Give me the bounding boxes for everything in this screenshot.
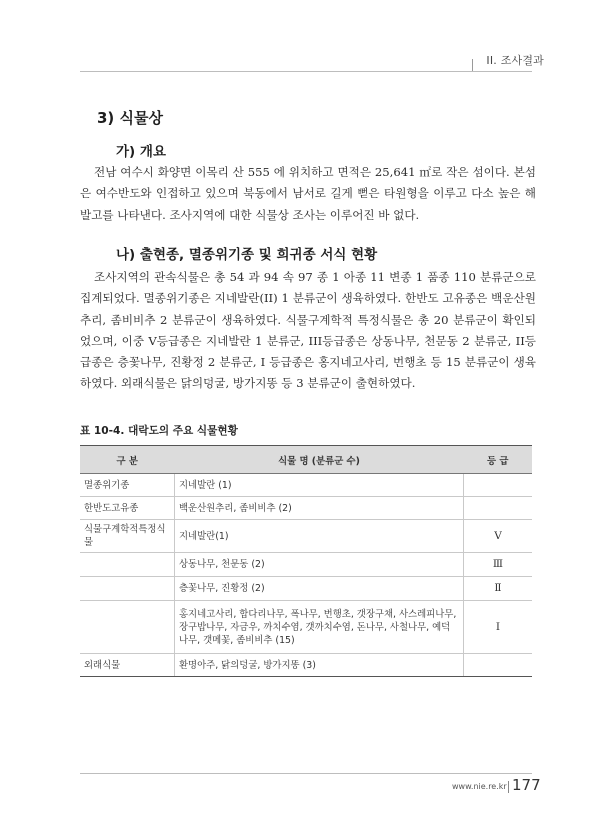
footer-separator (508, 781, 509, 793)
row-category: 식물구계학적특정식물 (80, 520, 175, 553)
row-grade (464, 474, 533, 497)
running-header: II. 조사결과 (486, 54, 544, 67)
row-category (80, 553, 175, 577)
row-grade (464, 497, 533, 520)
plant-status-table (80, 445, 532, 677)
section-title: 3) 식물상 (97, 109, 163, 127)
row-category: 멸종위기종 (80, 474, 175, 497)
row-plants: 상동나무, 천문동 (2) (175, 553, 464, 577)
row-grade: Ⅲ (464, 553, 533, 577)
row-grade (464, 654, 533, 677)
header-grade: 등 급 (464, 446, 533, 474)
row-category (80, 577, 175, 601)
table-row (80, 520, 532, 553)
row-grade: Ⅱ (464, 577, 533, 601)
table-header-row (80, 446, 532, 474)
table-row (80, 497, 532, 520)
footer-url: www.nie.re.kr (452, 782, 507, 791)
row-plants: 지네발란(1) (175, 520, 464, 553)
row-category (80, 601, 175, 654)
species-paragraph: 조사지역의 관속식물은 총 54 과 94 속 97 종 1 아종 11 변종 1 품종 110 분류군으로 집계되었다. 멸종위기종은 지네발란(II) 1 분류군이 생육하였다. 한반도 고유종은 백운산원추리, 좀비비추 2 분류군이 생육하였다. 식물구계학적 특정식물은 총 20 분류군이 확인되었으며, 이중 V등급종은 지네발란 1 분류군, III등급종은 상동나무, 천문동 2 분류군, II등급종은 층꽃나무, 진황정 2 분류군, I 등급종은 홍지네고사리, 번행초 등 15 분류군이 생육하였다. 외래식물은 닭의덩굴, 방가지똥 등 3 분류군이 출현하였다. (80, 270, 536, 391)
table-row (80, 474, 532, 497)
row-plants: 백운산원추리, 좀비비추 (2) (175, 497, 464, 520)
footer-rule (80, 773, 532, 774)
row-plants: 지네발란 (1) (175, 474, 464, 497)
table-row (80, 553, 532, 577)
table-row (80, 654, 532, 677)
row-grade: Ⅰ (464, 601, 533, 654)
row-plants: 환명아주, 닭의덩굴, 방가지똥 (3) (175, 654, 464, 677)
row-plants: 홍지네고사리, 합다리나무, 폭나무, 번행초, 갯장구채, 사스레피나무, 장구밥나무, 자금우, 까치수염, 갯까치수염, 돈나무, 사철나무, 예덕나무, 갯메꽃, 좀비비추 (15) (175, 601, 464, 654)
page-number: 177 (512, 776, 541, 794)
row-grade: Ⅴ (464, 520, 533, 553)
table-row (80, 577, 532, 601)
overview-paragraph: 전남 여수시 화양면 이목리 산 555 에 위치하고 면적은 25,641 ㎡로 작은 섬이다. 본섬은 여수반도와 인접하고 있으며 북동에서 남서로 길게 뻗은 타원형을 이루고 다소 높은 해발고를 나타낸다. 조사지역에 대한 식물상 조사는 이루어진 바 없다. (80, 165, 536, 222)
subsection-title-species: 나) 출현종, 멸종위기종 및 희귀종 서식 현황 (116, 247, 378, 263)
subsection-title-overview: 가) 개요 (116, 144, 166, 160)
header-category: 구 분 (80, 446, 175, 474)
row-plants: 층꽃나무, 진황정 (2) (175, 577, 464, 601)
table-caption: 표 10-4. 대락도의 주요 식물현황 (80, 425, 238, 437)
row-category: 한반도고유종 (80, 497, 175, 520)
row-category: 외래식물 (80, 654, 175, 677)
header-plants: 식물 명 (분류군 수) (175, 446, 464, 474)
header-rule (80, 71, 532, 72)
header-divider-tick (472, 59, 473, 71)
table-row (80, 601, 532, 654)
